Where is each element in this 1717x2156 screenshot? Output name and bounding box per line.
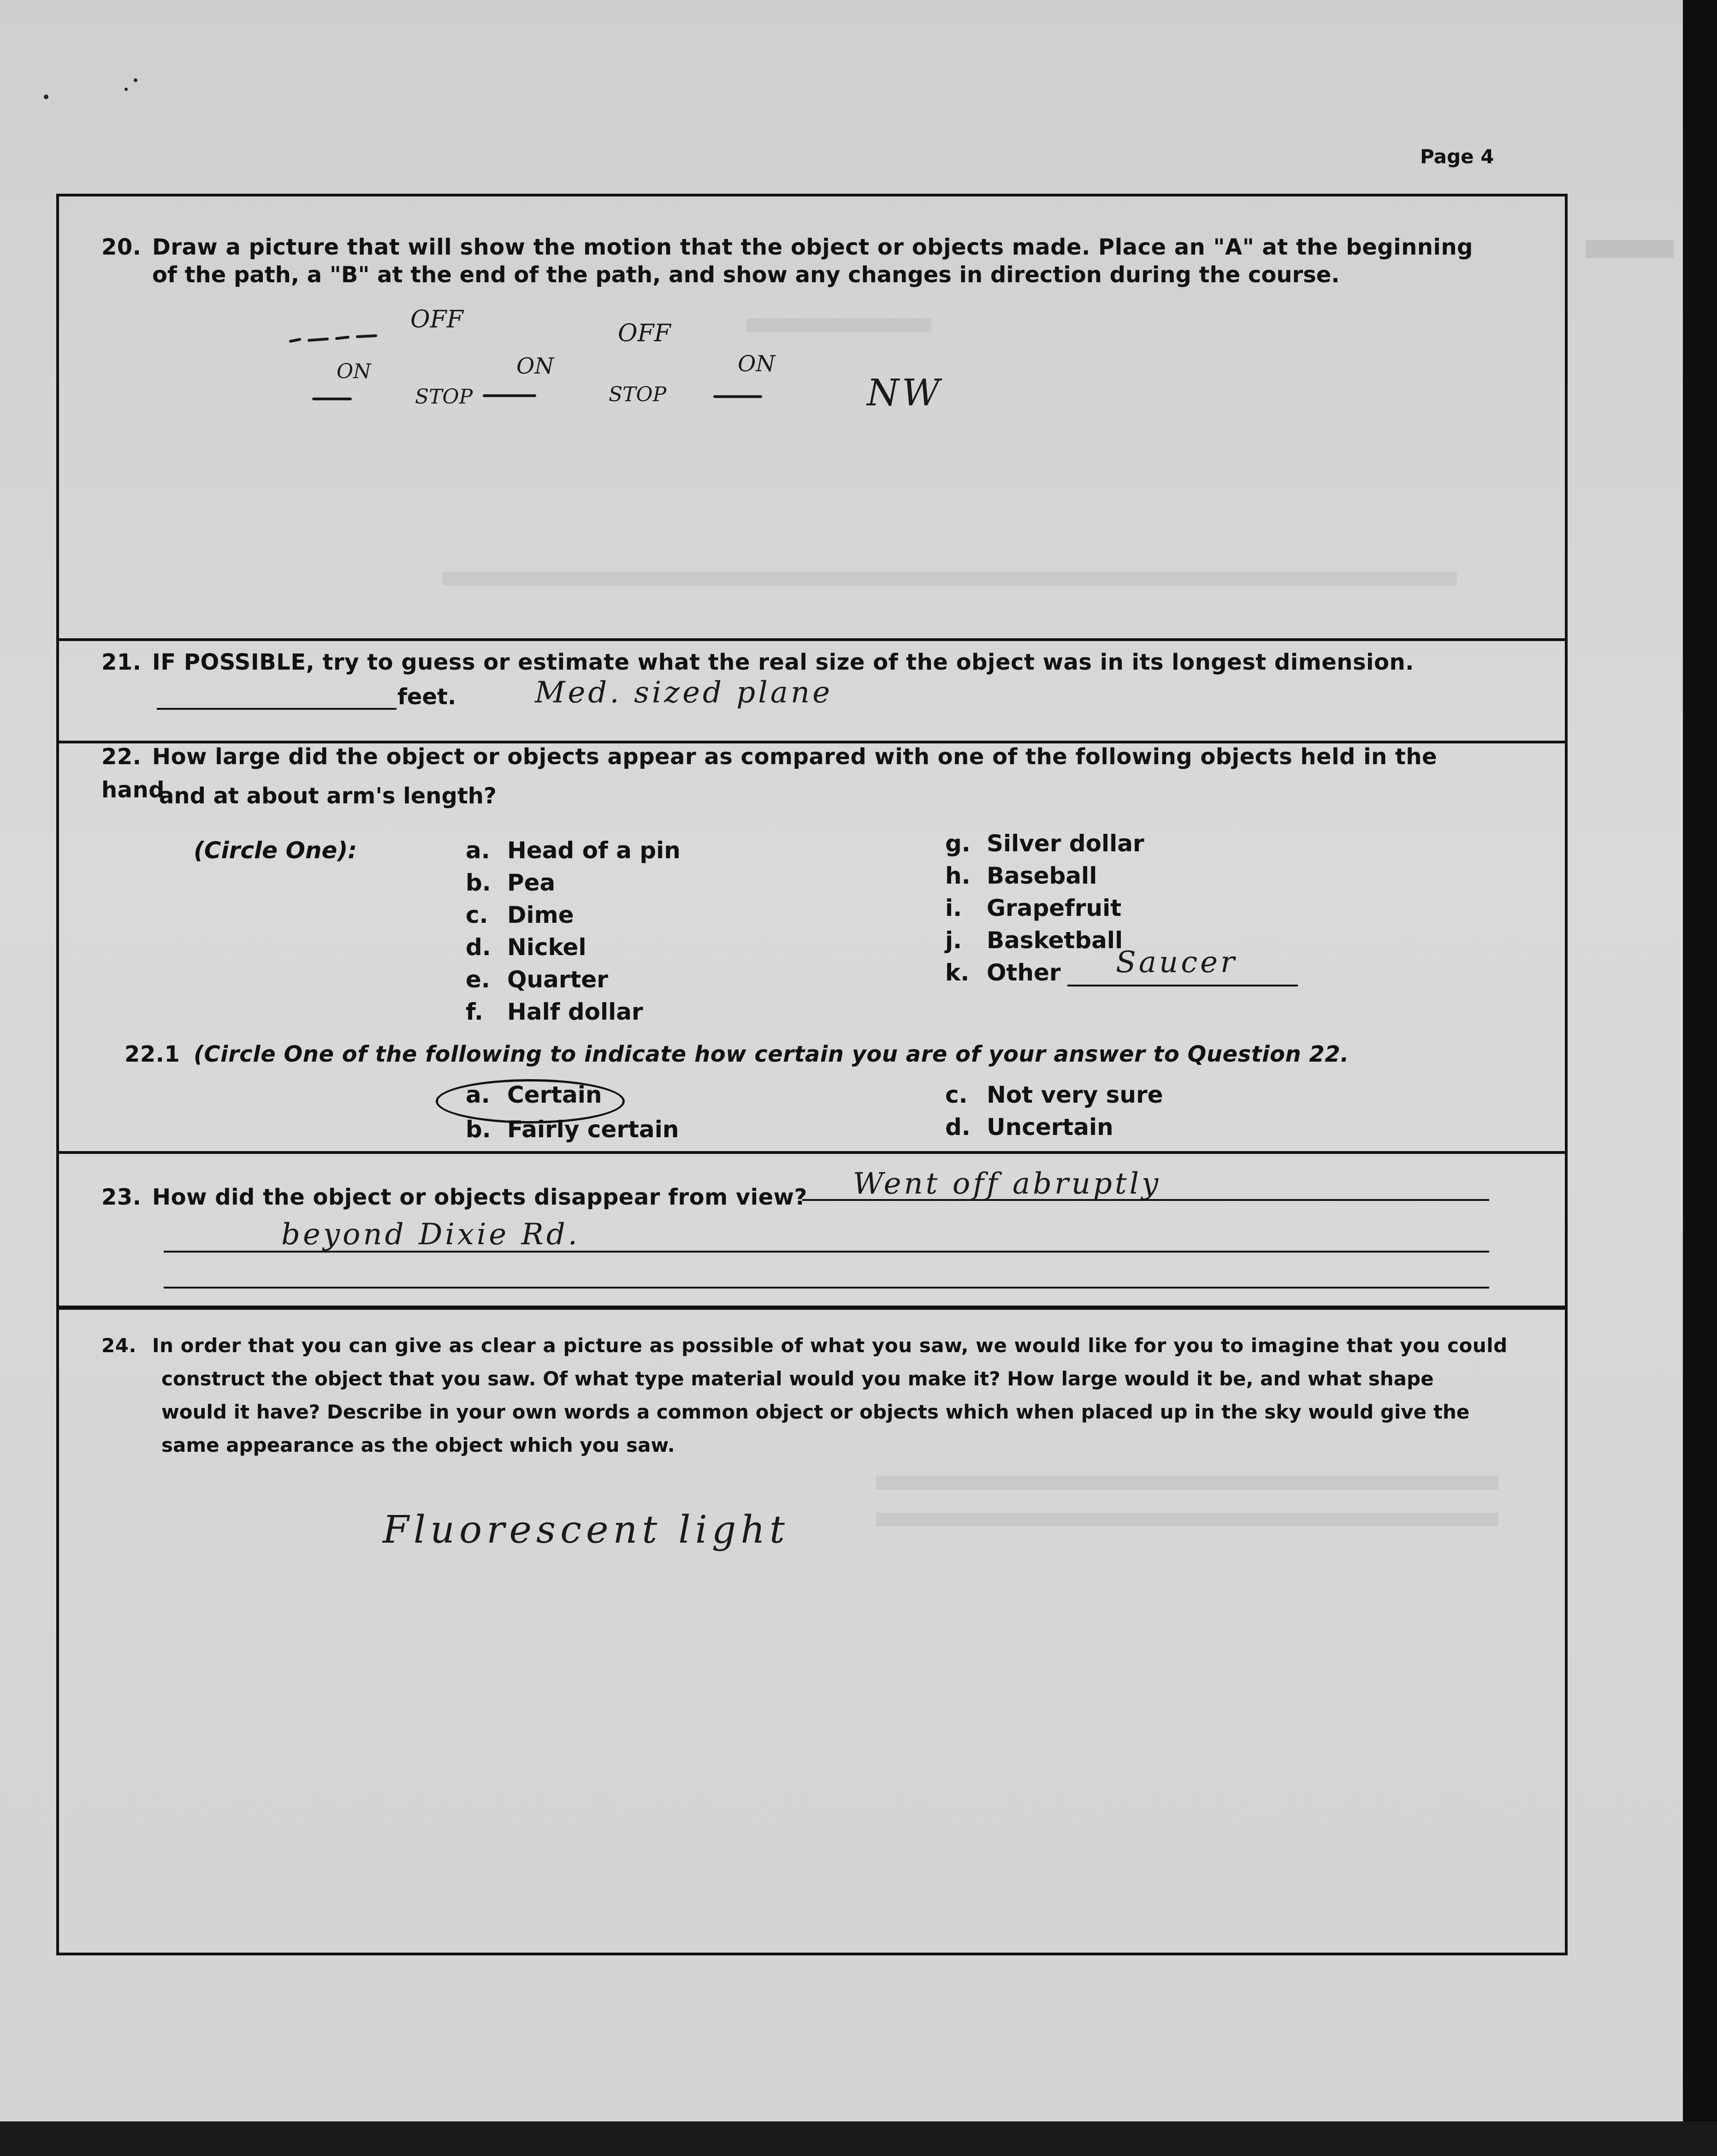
form-frame [56,194,1568,1955]
answer-line [157,708,397,710]
dust-speck [124,88,128,91]
question-23 [101,1181,839,1214]
question-number: 24. [101,1334,136,1357]
question-number: 21. [101,649,142,675]
option-other: k. Other [945,959,1061,986]
size-answer: Med. sized plane [535,676,833,710]
question-text-line: IF POSSIBLE, try to guess or estimate what the real size of the object was in its longest dimension. [152,649,1414,675]
sketch-label-off: OFF [618,320,671,347]
sketch-label-on: ON [738,351,776,377]
option-half-dollar: f. Half dollar [466,998,643,1025]
question-22-1 [124,1038,1508,1071]
option-pea: b. Pea [466,869,556,896]
disappear-answer-1: Went off abruptly [853,1167,1161,1201]
question-text-line: Draw a picture that will show the motion that the object or objects made. Place an "A" at the beginning [152,234,1473,260]
question-text-line: How did the object or objects disappear from view? [152,1184,807,1210]
question-20-line-2: of the path, a "B" at the end of the path, and show any changes in direction during the course. [152,262,1340,288]
question-21 [101,646,1485,679]
answer-line [1067,985,1298,986]
option-nickel: d. Nickel [466,934,586,961]
question-number: 20. [101,234,142,260]
question-24-line-4: same appearance as the object which you saw. [161,1434,675,1456]
direction-answer: NW [867,371,943,414]
section-divider [59,1151,1565,1154]
dust-speck [134,78,137,82]
option-silver-dollar: g. Silver dollar [945,830,1144,857]
sketch-label-stop: STOP [415,385,473,409]
option-baseball: h. Baseball [945,862,1097,889]
dust-speck [44,95,48,99]
section-divider [59,1307,1565,1310]
scan-border-right [1683,0,1717,2156]
option-dime: c. Dime [466,902,574,928]
question-text-line: How large did the object or objects appear as compared with one of the following objects held in the hand [101,744,1438,803]
option-uncertain: d. Uncertain [945,1114,1113,1140]
bleed-through-text [1586,240,1674,258]
page-number: Page 4 [1420,145,1494,168]
other-answer: Saucer [1116,945,1237,980]
section-divider [59,638,1565,641]
question-24-line-2: construct the object that you saw. Of what type material would you make it? How large would it be, and what shape [161,1367,1434,1390]
answer-line [164,1287,1489,1289]
sketch-label-stop: STOP [609,383,667,406]
circle-one-label: (Circle One): [194,837,357,864]
question-22-line-2: and at about arm's length? [159,783,497,809]
option-quarter: e. Quarter [466,966,608,993]
question-number: 22.1 [124,1041,180,1067]
option-not-very-sure: c. Not very sure [945,1081,1163,1108]
option-grapefruit: i. Grapefruit [945,895,1122,921]
disappear-answer-2: beyond Dixie Rd. [281,1218,580,1252]
motion-sketch [277,300,968,415]
description-answer: Fluorescent light [383,1508,790,1552]
question-number: 22. [101,744,142,770]
question-24 [101,1328,1531,1363]
question-text-line: (Circle One of the following to indicate how certain you are of your answer to Question 22. [194,1041,1349,1067]
unit-label: feet. [397,684,456,710]
sketch-label-on: ON [516,353,554,379]
option-basketball: j. Basketball [945,927,1123,954]
option-certain: a. Certain [466,1081,602,1108]
option-fairly-certain: b. Fairly certain [466,1116,679,1143]
question-number: 23. [101,1184,142,1210]
question-24-line-3: would it have? Describe in your own words a common object or objects which when placed up in the sky would give the [161,1401,1470,1423]
question-text-line: In order that you can give as clear a picture as possible of what you saw, we would like for you to imagine that you could [152,1334,1508,1357]
sketch-label-off: OFF [410,306,463,333]
scan-border-bottom [0,2121,1717,2156]
option-head-of-pin: a. Head of a pin [466,837,681,864]
sketch-label-on: ON [337,360,371,383]
